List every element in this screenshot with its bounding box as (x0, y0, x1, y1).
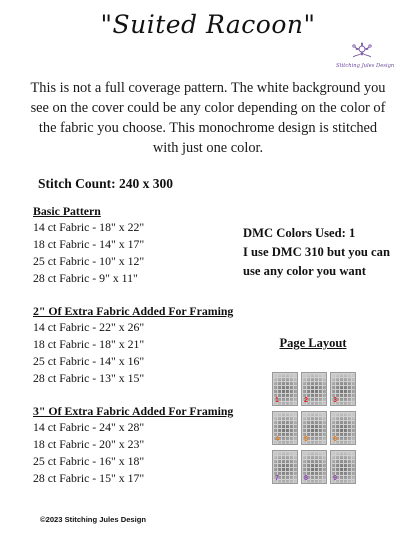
logo-text: Stitching Jules Design (336, 63, 395, 69)
dmc-note-line: I use DMC 310 but you can (243, 245, 390, 259)
page-thumbnail (272, 372, 298, 406)
page-thumbnail (272, 411, 298, 445)
page-thumbnail (330, 411, 356, 445)
copyright-footer: ©2023 Stitching Jules Design (40, 515, 147, 524)
page-number: 9 (333, 475, 337, 482)
extra-3in-section (33, 403, 233, 487)
pattern-title: "Suited Racoon" (100, 10, 316, 39)
fabric-size-row: 18 ct Fabric - 14" x 17" (33, 237, 145, 251)
fabric-size-row: 28 ct Fabric - 9" x 11" (33, 271, 138, 285)
page-number: 5 (304, 436, 308, 443)
page-number: 3 (333, 397, 337, 404)
page-number: 2 (304, 397, 308, 404)
section-heading: Basic Pattern (33, 204, 101, 218)
fabric-size-row: 25 ct Fabric - 10" x 12" (33, 254, 145, 268)
page-number: 6 (333, 436, 337, 443)
dmc-colors-info (243, 224, 390, 281)
fabric-size-row: 18 ct Fabric - 20" x 23" (33, 437, 145, 451)
stitch-count: Stitch Count: 240 x 300 (38, 176, 174, 191)
fabric-size-row: 28 ct Fabric - 13" x 15" (33, 371, 145, 385)
page-layout-title: Page Layout (279, 336, 347, 350)
extra-2in-section (33, 303, 233, 387)
fabric-size-row: 28 ct Fabric - 15" x 17" (33, 471, 145, 485)
fabric-size-row: 25 ct Fabric - 14" x 16" (33, 354, 145, 368)
page-thumbnail (272, 450, 298, 484)
basic-pattern-section (33, 203, 144, 287)
page-thumbnail (330, 450, 356, 484)
page-layout-grid (272, 372, 358, 484)
page-number: 4 (275, 436, 279, 443)
page-number: 1 (275, 397, 279, 404)
fabric-size-row: 14 ct Fabric - 24" x 28" (33, 420, 145, 434)
page-thumbnail (330, 372, 356, 406)
page-number: 7 (275, 475, 279, 482)
flower-logo-icon (336, 40, 388, 62)
page-thumbnail (301, 450, 327, 484)
brand-logo (336, 40, 395, 76)
page-thumbnail (301, 411, 327, 445)
fabric-size-row: 18 ct Fabric - 18" x 21" (33, 337, 145, 351)
dmc-note-line: use any color you want (243, 264, 366, 278)
section-heading: 3" Of Extra Fabric Added For Framing (33, 404, 234, 418)
intro-paragraph: This is not a full coverage pattern. The white background you see on the cover could be any color depending on the color of the fabric you choose. This monochrome design is stitched with just one color. (30, 80, 386, 156)
fabric-size-row: 25 ct Fabric - 16" x 18" (33, 454, 145, 468)
page-thumbnail (301, 372, 327, 406)
fabric-size-row: 14 ct Fabric - 18" x 22" (33, 220, 145, 234)
fabric-size-row: 14 ct Fabric - 22" x 26" (33, 320, 145, 334)
section-heading: 2" Of Extra Fabric Added For Framing (33, 304, 234, 318)
dmc-colors-count: DMC Colors Used: 1 (243, 226, 356, 240)
page-number: 8 (304, 475, 308, 482)
